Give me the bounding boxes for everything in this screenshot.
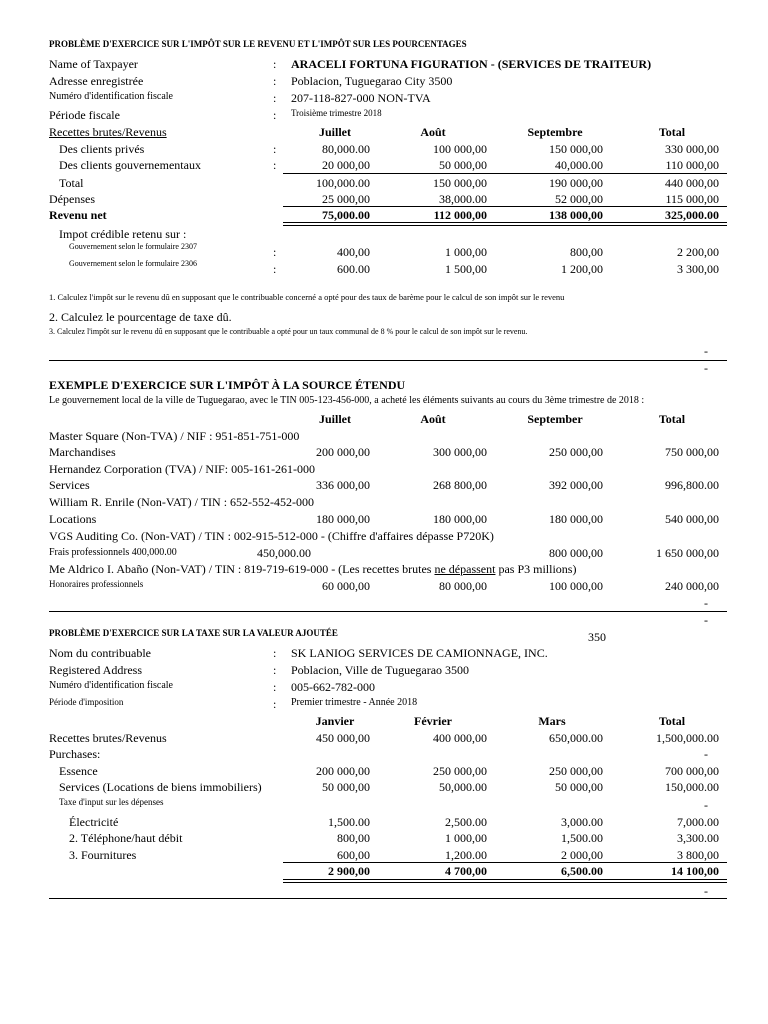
cell-value: 115 000,00 xyxy=(665,192,719,206)
cell-value: 1 200,00 xyxy=(561,262,603,276)
colon: : xyxy=(273,57,277,71)
row-label: Des clients gouvernementaux xyxy=(59,158,201,172)
cell-value: 150 000,00 xyxy=(549,142,603,156)
cell-value: 40,000.00 xyxy=(555,158,603,172)
supplier-item: Frais professionnels 400,000.00 xyxy=(49,547,177,558)
info-value-tin: 005-662-782-000 xyxy=(291,680,375,694)
cell-value: 100,000.00 xyxy=(316,176,370,190)
cell-value: 3 300,00 xyxy=(677,262,719,276)
section-divider xyxy=(49,898,727,899)
cell-value: 75,000.00 xyxy=(322,208,370,222)
cell-value: 1 650 000,00 xyxy=(656,546,719,560)
cell-value: 392 000,00 xyxy=(549,478,603,492)
cell-value: 800 000,00 xyxy=(549,546,603,560)
cell-value: 3,000.00 xyxy=(561,815,603,829)
total-value: 4 700,00 xyxy=(445,864,487,878)
info-value-period: Premier trimestre - Année 2018 xyxy=(291,697,418,708)
cell-value: 1,500,000.00 xyxy=(656,731,719,745)
cell-value: 600,00 xyxy=(337,848,370,862)
row-label: 2. Téléphone/haut débit xyxy=(69,831,183,845)
cell-value: 300 000,00 xyxy=(433,445,487,459)
cell-value: 250 000,00 xyxy=(549,445,603,459)
row-label: Essence xyxy=(59,764,98,778)
row-label: Dépenses xyxy=(49,192,95,206)
colon: : xyxy=(273,245,277,259)
colon: : xyxy=(273,697,277,711)
row-label: Gouvernement selon le formulaire 2307 xyxy=(69,242,197,251)
cell-value: 200 000,00 xyxy=(316,764,370,778)
cell-value: 330 000,00 xyxy=(665,142,719,156)
cell-value: 540 000,00 xyxy=(665,512,719,526)
info-value-address: Poblacion, Ville de Tuguegarao 3500 xyxy=(291,663,470,677)
month-header: September xyxy=(527,412,583,426)
row-label: Des clients privés xyxy=(59,142,145,156)
cell-value: 100 000,00 xyxy=(433,142,487,156)
income-tax-heading: PROBLÈME D'EXERCICE SUR L'IMPÔT SUR LE REVENU ET L'IMPÔT SUR LES POURCENTAGES xyxy=(49,39,467,49)
total-value: 6,500.00 xyxy=(561,864,603,878)
supplier-name: William R. Enrile (Non-VAT) / TIN : 652-552-452-000 xyxy=(49,495,315,509)
month-header: Février xyxy=(414,714,452,728)
cell-value: 996,800.00 xyxy=(665,478,719,492)
dash: - xyxy=(704,884,708,898)
info-label-taxpayer: Nom du contribuable xyxy=(49,646,151,660)
supplier-item: Honoraires professionnels xyxy=(49,579,144,589)
cell-value: 25 000,00 xyxy=(322,192,370,206)
info-label-period: Période fiscale xyxy=(49,108,120,122)
cell-value: 7,000.00 xyxy=(677,815,719,829)
dash: - xyxy=(704,596,708,610)
cell-value: 450 000,00 xyxy=(316,731,370,745)
divider xyxy=(283,173,727,174)
cell-value: 180 000,00 xyxy=(316,512,370,526)
dash: - xyxy=(704,613,708,627)
info-label-period: Période d'imposition xyxy=(49,697,124,707)
info-label-tin: Numéro d'identification fiscale xyxy=(49,91,173,102)
info-value-address: Poblacion, Tuguegarao City 3500 xyxy=(291,74,453,88)
dash: - xyxy=(704,747,708,761)
cell-value: 3,300.00 xyxy=(677,831,719,845)
cell-value: 150 000,00 xyxy=(433,176,487,190)
double-underline xyxy=(283,222,727,226)
cell-value: 440 000,00 xyxy=(665,176,719,190)
dash: - xyxy=(704,361,708,375)
cell-value: 325,000.00 xyxy=(665,208,719,222)
cell-value: 400,00 xyxy=(337,245,370,259)
row-label: Électricité xyxy=(69,815,119,829)
cell-value: 400 000,00 xyxy=(433,731,487,745)
question-2: 2. Calculez le pourcentage de taxe dû. xyxy=(49,310,232,324)
supplier-name: Master Square (Non-TVA) / NIF : 951-851-751-000 xyxy=(49,429,300,443)
cell-value: 200 000,00 xyxy=(316,445,370,459)
month-header: Juillet xyxy=(319,412,351,426)
cell-value: 112 000,00 xyxy=(433,208,487,222)
colon: : xyxy=(273,91,277,105)
info-value-taxpayer: ARACELI FORTUNA FIGURATION - (SERVICES DE TRAITEUR) xyxy=(291,57,652,71)
cell-value: 600.00 xyxy=(337,262,370,276)
cell-value: 1 500,00 xyxy=(445,262,487,276)
cell-value: 100 000,00 xyxy=(549,579,603,593)
dash: - xyxy=(704,344,708,358)
supplier-item: Marchandises xyxy=(49,445,116,459)
double-underline xyxy=(283,879,727,883)
section-divider xyxy=(49,611,727,612)
cell-value: 268 800,00 xyxy=(433,478,487,492)
month-header: Juillet xyxy=(319,125,351,139)
supplier-item: Services xyxy=(49,478,90,492)
cell-value: 2,500.00 xyxy=(445,815,487,829)
gross-receipts-label: Recettes brutes/Revenus xyxy=(49,125,167,139)
purchases-label: Purchases: xyxy=(49,747,101,761)
supplier-name: Me Aldrico I. Abaño (Non-VAT) / TIN : 819-719-619-000 - (Les recettes brutes ne dépassent pas P3 millions) xyxy=(49,562,577,576)
cell-value: 150,000.00 xyxy=(665,780,719,794)
cell-value: 250 000,00 xyxy=(433,764,487,778)
row-label: Gouvernement selon le formulaire 2306 xyxy=(69,259,197,268)
input-tax-label: Taxe d'input sur les dépenses xyxy=(59,797,164,807)
cell-value: 50 000,00 xyxy=(439,158,487,172)
withholding-intro: Le gouvernement local de la ville de Tuguegarao, avec le TIN 005-123-456-000, a acheté les éléments suivants au cours du 3ème trimestre de 2018 : xyxy=(49,395,645,406)
credit-label: Impot crédible retenu sur : xyxy=(59,227,187,241)
colon: : xyxy=(273,142,277,156)
month-header: Total xyxy=(658,412,686,426)
cell-value: 180 000,00 xyxy=(433,512,487,526)
info-value-taxpayer: SK LANIOG SERVICES DE CAMIONNAGE, INC. xyxy=(291,646,548,660)
cell-value: 1,200.00 xyxy=(445,848,487,862)
cell-value: 52 000,00 xyxy=(555,192,603,206)
cell-value: 450,000.00 xyxy=(257,546,311,560)
month-header: Septembre xyxy=(527,125,583,139)
supplier-item: Locations xyxy=(49,512,97,526)
info-value-period: Troisième trimestre 2018 xyxy=(291,108,382,118)
month-header: Total xyxy=(658,714,686,728)
side-number: 350 xyxy=(588,630,606,644)
row-label: Recettes brutes/Revenus xyxy=(49,731,167,745)
row-label: Revenu net xyxy=(49,208,107,222)
question-1: 1. Calculez l'impôt sur le revenu dû en supposant que le contribuable concerné a opté pour des taux de barème pour le calcul de son impôt sur le revenu xyxy=(49,292,565,302)
supplier-name: VGS Auditing Co. (Non-VAT) / TIN : 002-915-512-000 - (Chiffre d'affaires dépasse P720K) xyxy=(49,529,494,543)
cell-value: 60 000,00 xyxy=(322,579,370,593)
underlined-text: ne dépassent xyxy=(434,562,496,576)
info-label-address: Adresse enregistrée xyxy=(49,74,144,88)
cell-value: 650,000.00 xyxy=(549,731,603,745)
cell-value: 1 000,00 xyxy=(445,831,487,845)
row-label: Services (Locations de biens immobiliers) xyxy=(59,780,262,794)
colon: : xyxy=(273,262,277,276)
cell-value: 336 000,00 xyxy=(316,478,370,492)
cell-value: 800,00 xyxy=(337,831,370,845)
month-header: Janvier xyxy=(315,714,355,728)
withholding-heading: EXEMPLE D'EXERCICE SUR L'IMPÔT À LA SOURCE ÉTENDU xyxy=(49,378,406,392)
question-3: 3. Calculez l'impôt sur le revenu dû en supposant que le contribuable a opté pour un taux communal de 8 % pour le calcul de son impôt sur le revenu. xyxy=(49,327,528,336)
colon: : xyxy=(273,663,277,677)
month-header: Mars xyxy=(538,714,566,728)
colon: : xyxy=(273,646,277,660)
info-label-taxpayer: Name of Taxpayer xyxy=(49,57,138,71)
cell-value: 110 000,00 xyxy=(665,158,719,172)
cell-value: 3 800,00 xyxy=(677,848,719,862)
cell-value: 50 000,00 xyxy=(555,780,603,794)
info-value-tin: 207-118-827-000 NON-TVA xyxy=(291,91,431,105)
vat-heading: PROBLÈME D'EXERCICE SUR LA TAXE SUR LA VALEUR AJOUTÉE xyxy=(49,628,338,638)
month-header: Août xyxy=(420,125,446,139)
cell-value: 240 000,00 xyxy=(665,579,719,593)
info-label-tin: Numéro d'identification fiscale xyxy=(49,680,173,691)
divider xyxy=(283,862,727,863)
colon: : xyxy=(273,108,277,122)
cell-value: 38,000.00 xyxy=(439,192,487,206)
cell-value: 50,000.00 xyxy=(439,780,487,794)
colon: : xyxy=(273,158,277,172)
total-value: 14 100,00 xyxy=(671,864,719,878)
cell-value: 700 000,00 xyxy=(665,764,719,778)
cell-value: 1 000,00 xyxy=(445,245,487,259)
colon: : xyxy=(273,680,277,694)
colon: : xyxy=(273,74,277,88)
cell-value: 50 000,00 xyxy=(322,780,370,794)
cell-value: 80,000.00 xyxy=(322,142,370,156)
divider xyxy=(283,206,727,207)
cell-value: 20 000,00 xyxy=(322,158,370,172)
section-divider xyxy=(49,360,727,361)
cell-value: 138 000,00 xyxy=(549,208,603,222)
total-value: 2 900,00 xyxy=(328,864,370,878)
supplier-name: Hernandez Corporation (TVA) / NIF: 005-161-261-000 xyxy=(49,462,316,476)
cell-value: 250 000,00 xyxy=(549,764,603,778)
row-label: Total xyxy=(59,176,84,190)
cell-value: 80 000,00 xyxy=(439,579,487,593)
cell-value: 1,500.00 xyxy=(328,815,370,829)
cell-value: 2 200,00 xyxy=(677,245,719,259)
row-label: 3. Fournitures xyxy=(69,848,137,862)
cell-value: 1,500.00 xyxy=(561,831,603,845)
cell-value: 180 000,00 xyxy=(549,512,603,526)
month-header: Total xyxy=(658,125,686,139)
info-label-address: Registered Address xyxy=(49,663,142,677)
dash: - xyxy=(704,798,708,812)
cell-value: 2 000,00 xyxy=(561,848,603,862)
month-header: Août xyxy=(420,412,446,426)
cell-value: 750 000,00 xyxy=(665,445,719,459)
cell-value: 190 000,00 xyxy=(549,176,603,190)
cell-value: 800,00 xyxy=(570,245,603,259)
